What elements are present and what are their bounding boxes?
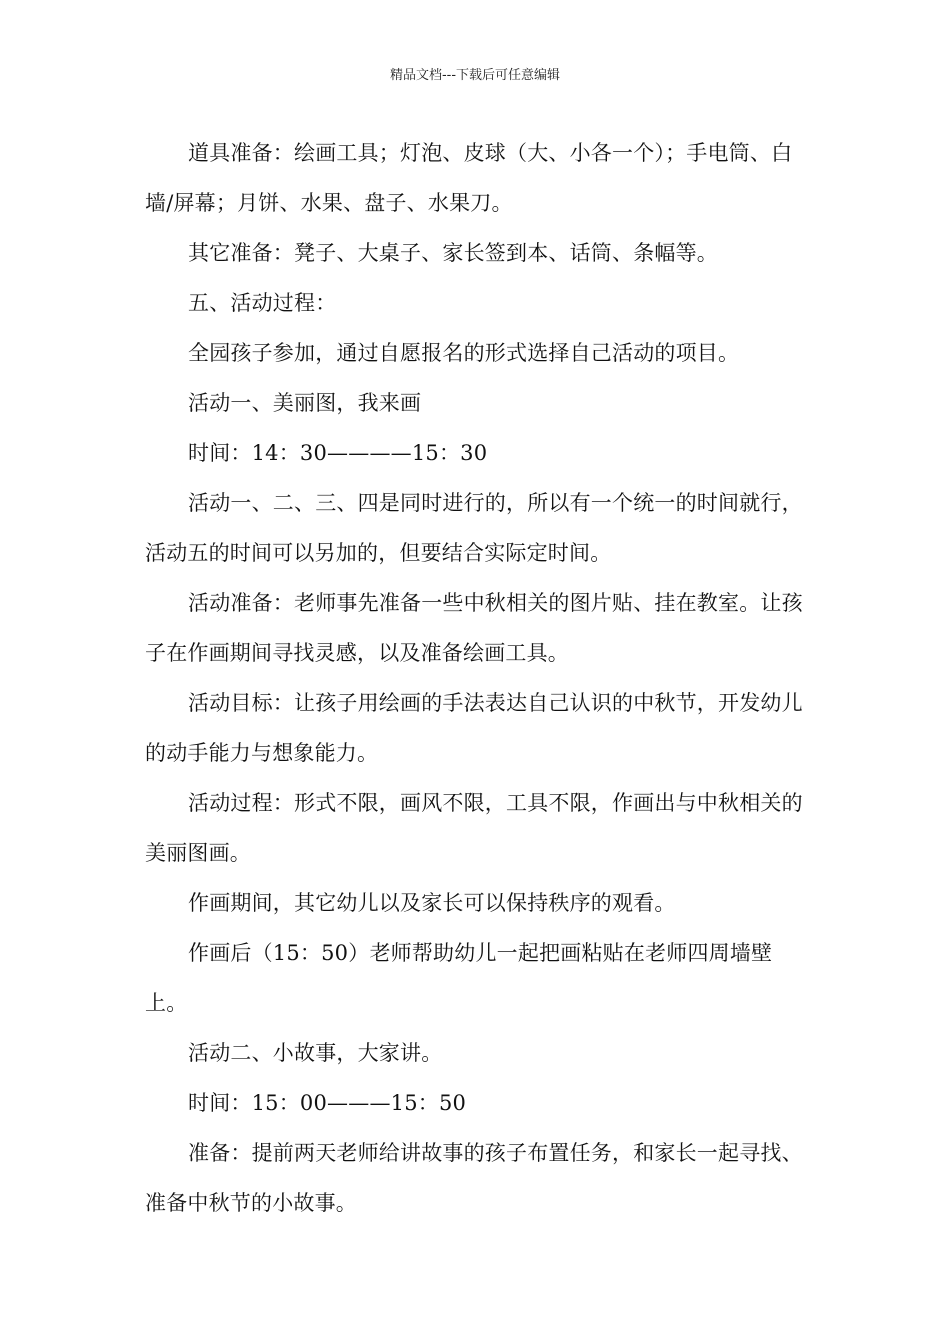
activity-one-title: 活动一、美丽图，我来画	[188, 391, 422, 415]
activity-two-preparation: 准备：提前两天老师给讲故事的孩子布置任务，和家长一起寻找、准备中秋节的小故事。	[145, 1141, 803, 1215]
paragraph-watching: 作画期间，其它幼儿以及家长可以保持秩序的观看。	[188, 891, 676, 915]
section-heading-activity-process: 五、活动过程：	[188, 291, 337, 315]
paragraph-props-preparation: 道具准备：绘画工具；灯泡、皮球（大、小各一个）；手电筒、白墙/屏幕；月饼、水果、盘子、水果刀。	[145, 141, 793, 215]
document-body	[145, 128, 810, 1228]
activity-one-time: 时间：14：30————15：30	[188, 441, 488, 465]
activity-two-title: 活动二、小故事，大家讲。	[188, 1041, 443, 1065]
paragraph-other-preparation: 其它准备：凳子、大桌子、家长签到本、话筒、条幅等。	[188, 241, 718, 265]
activity-one-process: 活动过程：形式不限，画风不限，工具不限，作画出与中秋相关的美丽图画。	[145, 791, 803, 865]
activity-one-preparation: 活动准备：老师事先准备一些中秋相关的图片贴、挂在教室。让孩子在作画期间寻找灵感，以及准备绘画工具。	[145, 591, 803, 665]
activity-one-goal: 活动目标：让孩子用绘画的手法表达自己认识的中秋节，开发幼儿的动手能力与想象能力。	[145, 691, 803, 765]
paragraph-schedule-note: 活动一、二、三、四是同时进行的，所以有一个统一的时间就行，活动五的时间可以另加的，但要结合实际定时间。	[145, 491, 803, 565]
paragraph-after-drawing: 作画后（15：50）老师帮助幼儿一起把画粘贴在老师四周墙壁上。	[145, 941, 773, 1015]
page-header: 精品文档---下载后可任意编辑	[389, 68, 561, 83]
activity-two-time: 时间：15：00———15：50	[188, 1091, 467, 1115]
paragraph-participants: 全园孩子参加，通过自愿报名的形式选择自己活动的项目。	[188, 341, 740, 365]
